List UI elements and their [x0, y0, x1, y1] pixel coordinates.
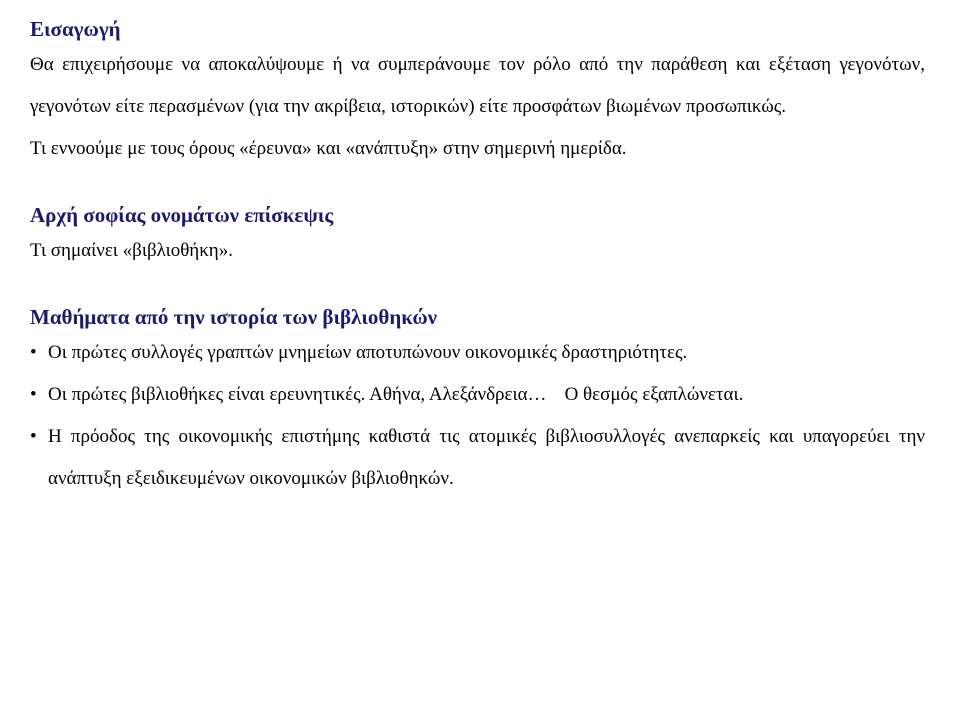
list-item [30, 374, 925, 416]
section-spacer [30, 170, 925, 200]
bullet-icon: • [30, 342, 37, 363]
introduction-paragraph: Θα επιχειρήσουμε να αποκαλύψουμε ή να συμπεράνουμε τον ρόλο από την παράθεση και εξέταση γεγονότων, γεγονότων είτε περασμένων (για την ακρίβεια, ιστορικών) είτε προσφάτων βιωμένων προσωπικώς. [30, 54, 925, 117]
list-item-text: Οι πρώτες συλλογές γραπτών μνημείων αποτυπώνουν οικονομικές δραστηριότητες. [48, 342, 688, 363]
introduction-question: Τι εννοούμε με τους όρους «έρευνα» και «ανάπτυξη» στην σημερινή ημερίδα. [30, 138, 627, 159]
etymology-question: Τι σημαίνει «βιβλιοθήκη». [30, 240, 233, 261]
list-item [30, 416, 925, 500]
list-item [30, 332, 925, 374]
section-heading-introduction: Εισαγωγή [30, 17, 121, 41]
slide-content [30, 14, 925, 500]
section-heading-history: Μαθήματα από την ιστορία των βιβλιοθηκών [30, 305, 438, 329]
bullet-icon: • [30, 384, 37, 405]
section-heading-etymology: Αρχή σοφίας ονομάτων επίσκεψις [30, 203, 334, 227]
section-spacer [30, 272, 925, 302]
list-item-text: Οι πρώτες βιβλιοθήκες είναι ερευνητικές. Αθήνα, Αλεξάνδρεια… [48, 384, 547, 405]
list-item-text: Η πρόοδος της οικονομικής επιστήμης καθιστά τις ατομικές βιβλιοσυλλογές ανεπαρκείς και υπαγορεύει την ανάπτυξη εξειδικευμένων οικονομικών βιβλιοθηκών. [48, 426, 925, 489]
history-bullet-list [30, 332, 925, 500]
bullet-icon: • [30, 426, 37, 447]
list-item-text-tail: Ο θεσμός εξαπλώνεται. [564, 384, 744, 405]
